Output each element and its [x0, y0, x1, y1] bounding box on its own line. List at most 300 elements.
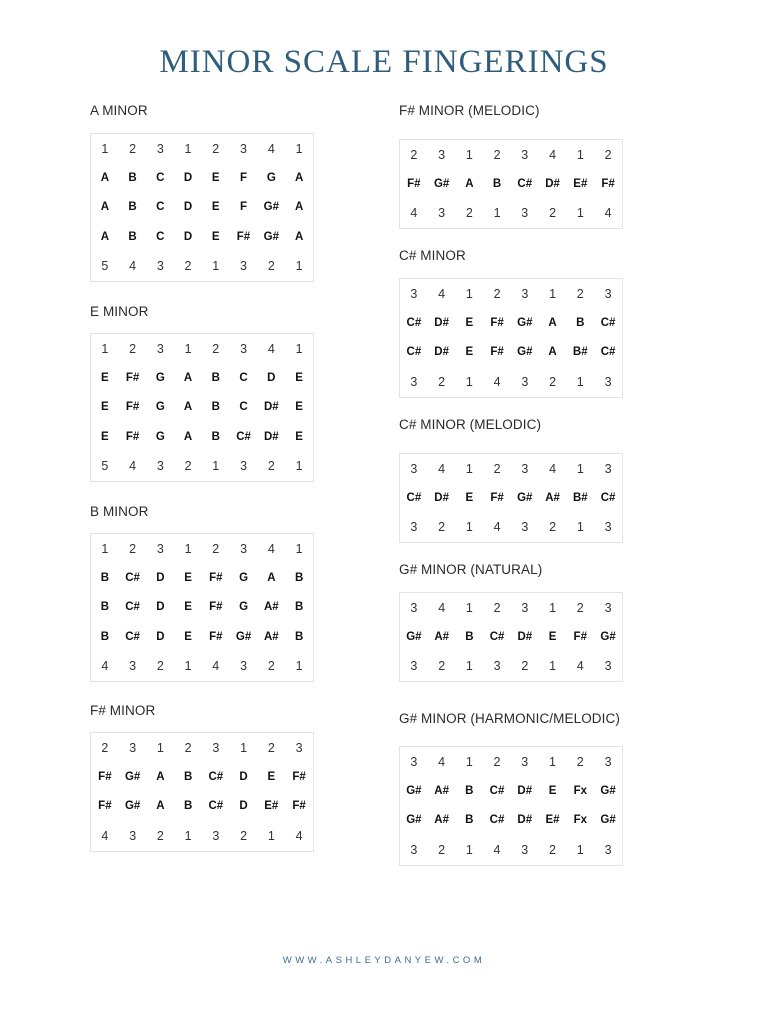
finger-number: 4: [576, 659, 584, 674]
finger-number: 4: [438, 600, 446, 615]
finger-number: 3: [604, 461, 612, 476]
finger-number: 2: [465, 206, 473, 221]
note-name: G#: [124, 800, 141, 813]
finger-number: 3: [410, 374, 418, 389]
finger-number: 3: [212, 828, 220, 843]
note-name: B: [576, 317, 585, 330]
finger-number: 3: [156, 141, 164, 156]
note-name: A: [156, 771, 165, 784]
note-name: A#: [264, 630, 279, 643]
note-row: [91, 762, 314, 791]
note-name: F#: [125, 401, 140, 414]
note-name: E: [101, 372, 109, 385]
finger-number: 4: [493, 842, 501, 857]
note-name: C: [156, 172, 165, 185]
finger-number: 4: [549, 147, 557, 162]
note-name: D: [239, 800, 248, 813]
note-name: B: [128, 230, 137, 243]
finger-number: 1: [493, 206, 501, 221]
note-row: [91, 193, 314, 222]
note-name: G: [239, 601, 249, 614]
finger-number: 1: [549, 754, 556, 769]
note-name: E: [548, 631, 557, 644]
finger-number: 4: [438, 286, 446, 301]
finger-number: 1: [184, 828, 192, 843]
note-row: [91, 222, 314, 251]
note-row: [400, 806, 623, 835]
note-name: D: [183, 172, 193, 185]
finger-number: 2: [212, 341, 220, 356]
note-row: [91, 393, 314, 422]
note-name: E: [295, 401, 303, 414]
left-hand-fingering-row: [91, 821, 314, 851]
finger-number: 3: [240, 259, 247, 274]
finger-number: 3: [410, 461, 418, 476]
finger-number: 2: [156, 828, 164, 843]
finger-number: 2: [604, 147, 612, 162]
right-hand-fingering-row: [400, 593, 623, 623]
scale-title: G# MINOR (NATURAL): [399, 562, 543, 577]
note-name: C#: [517, 178, 533, 191]
note-name: E#: [573, 178, 588, 191]
note-name: C#: [489, 814, 505, 827]
right-hand-fingering-row: [91, 733, 314, 763]
note-row: [400, 622, 623, 651]
note-name: B: [128, 201, 137, 214]
note-name: G: [155, 401, 165, 414]
finger-number: 1: [240, 740, 248, 755]
scale-title: G# MINOR (HARMONIC/MELODIC): [399, 711, 620, 726]
note-name: F#: [125, 430, 140, 443]
note-name: A#: [545, 492, 560, 505]
finger-number: 4: [129, 459, 137, 474]
finger-number: 4: [267, 541, 275, 556]
finger-number: 5: [101, 259, 109, 274]
finger-number: 2: [184, 259, 192, 274]
finger-number: 3: [240, 341, 248, 356]
note-name: A: [100, 230, 110, 243]
finger-number: 1: [184, 659, 192, 674]
fingering-table: [399, 746, 623, 866]
note-row: [400, 776, 623, 805]
finger-number: 2: [493, 286, 501, 301]
finger-number: 4: [410, 206, 418, 221]
note-name: E#: [264, 800, 279, 813]
fingering-table: [90, 133, 314, 282]
note-name: A: [183, 430, 193, 443]
note-name: F#: [236, 230, 251, 243]
scale-g-sharp-minor-natural: [399, 561, 616, 674]
finger-number: 2: [129, 341, 137, 356]
finger-number: 2: [240, 828, 248, 843]
note-name: B: [465, 785, 474, 798]
note-name: A: [465, 178, 474, 191]
finger-number: 2: [212, 541, 220, 556]
finger-number: 3: [156, 459, 164, 474]
note-name: D: [156, 572, 165, 585]
note-name: D#: [434, 492, 449, 505]
scale-c-sharp-minor-melodic: [399, 416, 616, 535]
finger-number: 4: [129, 259, 137, 274]
finger-number: 2: [493, 754, 501, 769]
finger-number: 1: [295, 659, 303, 674]
note-name: E: [211, 201, 220, 214]
finger-number: 3: [240, 541, 248, 556]
note-name: D: [183, 230, 193, 243]
note-row: [91, 363, 314, 392]
note-name: Fx: [573, 785, 587, 798]
finger-number: 5: [101, 459, 109, 474]
note-row: [91, 422, 314, 451]
note-name: B: [211, 401, 220, 414]
fingering-table: [90, 333, 314, 482]
finger-number: 1: [465, 374, 473, 389]
finger-number: 2: [493, 600, 501, 615]
finger-number: 2: [267, 259, 275, 274]
finger-number: 1: [576, 206, 584, 221]
note-name: F#: [98, 800, 112, 813]
right-hand-fingering-row: [91, 534, 314, 564]
fingering-table: [90, 732, 314, 852]
finger-number: 3: [521, 461, 529, 476]
note-name: C: [156, 201, 165, 214]
note-name: F: [239, 201, 247, 214]
note-name: F: [239, 172, 247, 185]
scale-g-sharp-minor-harmonic-melodic: [399, 710, 620, 857]
finger-number: 3: [604, 286, 612, 301]
note-name: G: [155, 430, 165, 443]
note-name: G#: [433, 178, 450, 191]
finger-number: 4: [295, 828, 303, 843]
note-name: D#: [263, 430, 279, 443]
scale-title: B MINOR: [90, 504, 149, 519]
note-name: B: [465, 814, 474, 827]
note-row: [91, 163, 314, 192]
page-title: MINOR SCALE FINGERINGS: [159, 44, 609, 80]
note-name: F#: [490, 317, 504, 330]
note-name: B: [211, 372, 220, 385]
finger-number: 3: [240, 141, 247, 156]
left-hand-fingering-row: [400, 513, 623, 543]
finger-number: 1: [295, 541, 303, 556]
note-name: G#: [600, 785, 616, 798]
note-name: F#: [209, 572, 223, 585]
finger-number: 1: [465, 147, 473, 162]
note-name: G: [266, 172, 276, 185]
finger-number: 4: [438, 461, 446, 476]
note-row: [91, 792, 314, 821]
finger-number: 3: [240, 459, 248, 474]
finger-number: 2: [549, 374, 557, 389]
finger-number: 1: [101, 541, 109, 556]
finger-number: 3: [521, 520, 529, 535]
note-name: C#: [208, 771, 224, 784]
finger-number: 3: [410, 754, 418, 769]
note-name: G#: [263, 201, 279, 214]
note-name: C#: [489, 785, 505, 798]
scale-title: F# MINOR: [90, 703, 156, 718]
finger-number: 1: [184, 541, 192, 556]
note-row: [91, 622, 314, 651]
finger-number: 2: [576, 754, 584, 769]
note-name: C#: [600, 317, 616, 330]
finger-number: 4: [493, 520, 501, 535]
finger-number: 3: [295, 740, 303, 755]
note-name: C#: [600, 492, 616, 505]
finger-number: 1: [101, 341, 109, 356]
note-name: A: [183, 401, 193, 414]
finger-number: 3: [604, 374, 612, 389]
note-name: D: [156, 630, 165, 643]
finger-number: 3: [156, 341, 164, 356]
website-footer: WWW.ASHLEYDANYEW.COM: [282, 955, 486, 966]
scale-c-sharp-minor: [399, 247, 616, 389]
finger-number: 1: [576, 374, 584, 389]
note-name: C#: [489, 631, 505, 644]
note-name: B: [100, 630, 109, 643]
finger-number: 4: [101, 828, 109, 843]
finger-number: 3: [438, 206, 446, 221]
note-name: A#: [434, 814, 449, 827]
left-hand-fingering-row: [91, 252, 314, 282]
finger-number: 3: [493, 659, 501, 674]
finger-number: 3: [521, 842, 529, 857]
note-name: D: [156, 601, 165, 614]
note-name: F#: [125, 372, 140, 385]
fingering-table: [399, 453, 623, 543]
finger-number: 3: [604, 600, 612, 615]
finger-number: 2: [521, 659, 529, 674]
finger-number: 2: [267, 459, 275, 474]
finger-number: 3: [129, 828, 137, 843]
finger-number: 3: [212, 740, 220, 755]
note-name: C#: [208, 800, 224, 813]
note-name: G: [155, 372, 165, 385]
note-name: E: [548, 785, 557, 798]
finger-number: 1: [212, 259, 220, 274]
note-name: B#: [572, 492, 588, 505]
note-name: C: [239, 401, 248, 414]
finger-number: 2: [438, 374, 446, 389]
note-name: G#: [124, 771, 141, 784]
finger-number: 1: [295, 259, 303, 274]
finger-number: 3: [521, 374, 529, 389]
scale-b-minor: [90, 503, 304, 674]
finger-number: 1: [212, 459, 220, 474]
finger-number: 3: [521, 754, 529, 769]
note-name: B: [465, 631, 474, 644]
finger-number: 4: [212, 659, 220, 674]
finger-number: 3: [410, 659, 418, 674]
note-name: D#: [263, 401, 279, 414]
note-name: E: [465, 492, 474, 505]
finger-number: 1: [576, 842, 584, 857]
right-hand-fingering-row: [400, 140, 623, 170]
left-hand-fingering-row: [400, 835, 623, 865]
finger-number: 1: [465, 842, 473, 857]
finger-number: 4: [267, 141, 275, 156]
finger-number: 3: [521, 147, 529, 162]
note-name: B: [100, 601, 109, 614]
note-name: G#: [600, 631, 616, 644]
finger-number: 1: [184, 341, 192, 356]
finger-number: 2: [549, 842, 556, 857]
right-hand-fingering-row: [91, 134, 314, 164]
note-name: C#: [125, 630, 140, 643]
note-name: F#: [292, 800, 306, 813]
finger-number: 1: [295, 459, 303, 474]
note-name: B: [183, 771, 193, 784]
note-name: D: [183, 201, 193, 214]
left-hand-fingering-row: [91, 452, 314, 482]
finger-number: 1: [267, 828, 275, 843]
note-row: [400, 169, 623, 198]
finger-number: 2: [156, 659, 164, 674]
note-name: E: [295, 430, 303, 443]
note-name: E: [101, 430, 109, 443]
note-name: D#: [545, 178, 560, 191]
note-name: D#: [434, 317, 449, 330]
note-name: B: [294, 630, 304, 643]
note-name: Fx: [573, 814, 587, 827]
note-name: E: [101, 401, 109, 414]
note-name: C#: [406, 346, 422, 359]
scale-e-minor: [90, 303, 303, 474]
note-name: A: [267, 572, 276, 585]
finger-number: 1: [156, 740, 164, 755]
note-name: E#: [545, 814, 560, 827]
finger-number: 4: [267, 341, 275, 356]
finger-number: 3: [410, 600, 418, 615]
note-name: A: [548, 346, 557, 359]
finger-number: 1: [465, 659, 473, 674]
note-name: C#: [236, 430, 251, 443]
finger-number: 2: [576, 600, 584, 615]
right-hand-fingering-row: [91, 334, 314, 364]
scale-title: F# MINOR (MELODIC): [399, 103, 540, 118]
note-name: G#: [406, 785, 422, 798]
scale-title: A MINOR: [90, 103, 148, 118]
note-name: A: [294, 172, 304, 185]
right-hand-fingering-row: [400, 454, 623, 484]
note-name: E: [211, 230, 220, 243]
note-name: F#: [490, 492, 504, 505]
finger-number: 3: [129, 659, 137, 674]
finger-number: 1: [295, 141, 303, 156]
note-name: A: [294, 201, 304, 214]
left-hand-fingering-row: [91, 652, 314, 682]
finger-number: 1: [549, 286, 557, 301]
finger-number: 1: [295, 341, 303, 356]
note-name: G#: [600, 814, 616, 827]
left-hand-fingering-row: [400, 652, 623, 682]
finger-number: 1: [465, 600, 473, 615]
finger-number: 1: [576, 147, 584, 162]
finger-number: 3: [156, 259, 164, 274]
finger-number: 1: [465, 286, 473, 301]
note-name: B: [100, 572, 109, 585]
finger-number: 3: [604, 754, 612, 769]
note-name: F#: [573, 631, 587, 644]
note-row: [91, 593, 314, 622]
note-row: [400, 308, 623, 337]
note-name: F#: [292, 771, 306, 784]
finger-number: 2: [438, 520, 446, 535]
finger-number: 2: [493, 147, 501, 162]
note-name: G#: [517, 492, 533, 505]
note-name: A: [548, 317, 557, 330]
fingering-table: [399, 278, 623, 398]
finger-number: 1: [549, 659, 557, 674]
finger-number: 2: [184, 459, 192, 474]
note-name: G: [239, 572, 249, 585]
scale-a-minor: [90, 102, 304, 274]
note-name: G#: [235, 630, 252, 643]
note-name: B: [183, 800, 193, 813]
finger-number: 1: [465, 754, 473, 769]
note-name: B: [294, 572, 304, 585]
note-name: F#: [209, 601, 223, 614]
note-name: E: [295, 372, 303, 385]
note-name: C#: [600, 346, 616, 359]
note-name: A: [183, 372, 193, 385]
finger-number: 2: [267, 659, 275, 674]
finger-number: 3: [521, 286, 529, 301]
finger-number: 4: [438, 754, 446, 769]
finger-number: 4: [604, 206, 612, 221]
finger-number: 2: [576, 286, 584, 301]
finger-number: 3: [604, 520, 612, 535]
finger-number: 3: [156, 541, 164, 556]
note-name: E: [267, 771, 276, 784]
note-name: F#: [209, 630, 223, 643]
scale-title: C# MINOR (MELODIC): [399, 417, 542, 432]
note-name: C#: [406, 492, 422, 505]
finger-number: 1: [549, 600, 557, 615]
note-name: F#: [490, 346, 504, 359]
note-name: A: [156, 800, 165, 813]
finger-number: 3: [438, 147, 446, 162]
note-name: C: [156, 230, 165, 243]
finger-number: 4: [101, 659, 109, 674]
note-name: D#: [517, 785, 533, 798]
note-name: A#: [264, 601, 279, 614]
note-name: G#: [406, 814, 422, 827]
note-name: E: [184, 630, 192, 643]
note-name: D: [267, 372, 276, 385]
left-hand-fingering-row: [400, 367, 623, 397]
note-name: B#: [572, 346, 588, 359]
fingering-table: [399, 592, 623, 682]
note-name: E: [184, 601, 192, 614]
note-name: G#: [406, 631, 422, 644]
note-name: C#: [125, 572, 140, 585]
scale-title: C# MINOR: [399, 248, 466, 263]
finger-number: 1: [465, 461, 473, 476]
finger-number: 2: [438, 659, 446, 674]
note-name: C#: [406, 317, 422, 330]
note-name: A#: [434, 785, 449, 798]
scale-title: E MINOR: [90, 304, 149, 319]
finger-number: 2: [129, 541, 137, 556]
note-name: F#: [98, 771, 112, 784]
note-row: [400, 483, 623, 512]
finger-number: 1: [576, 461, 584, 476]
note-name: D: [239, 771, 248, 784]
note-name: B: [492, 178, 502, 191]
finger-number: 4: [493, 374, 501, 389]
finger-number: 2: [101, 740, 109, 755]
